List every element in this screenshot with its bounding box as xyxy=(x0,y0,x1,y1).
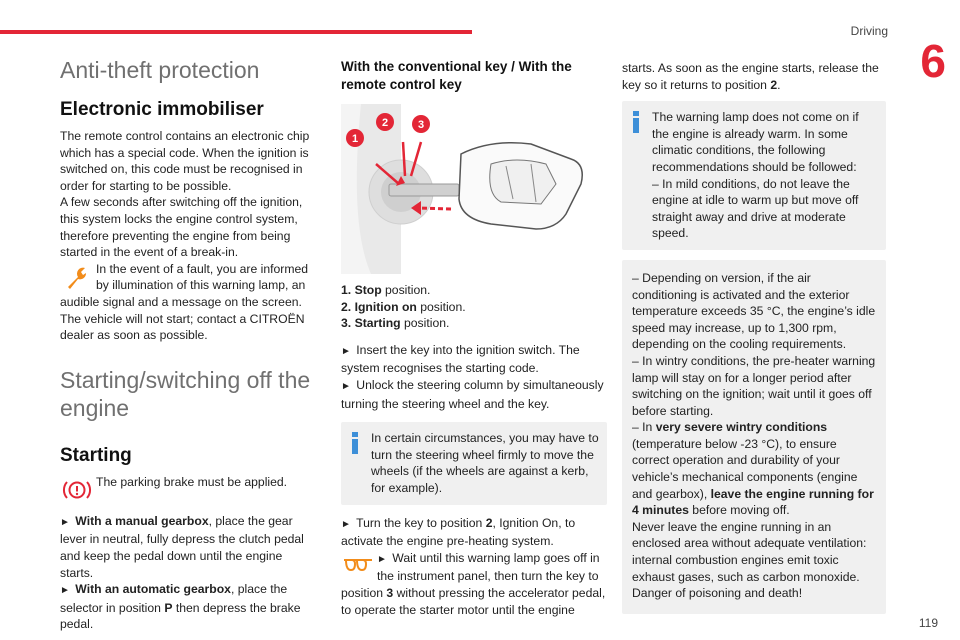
heading-immobiliser: Electronic immobiliser xyxy=(60,99,264,120)
info-icon xyxy=(632,111,640,138)
contact-dealer-para: The vehicle will not start; contact a CITROËN dealer as soon as possible. xyxy=(60,311,305,343)
callout-3-label: 3 xyxy=(417,119,425,131)
column-1 xyxy=(60,50,315,633)
parking-brake-warning-icon xyxy=(60,474,93,507)
immobiliser-para-1: The remote control contains an electronic chip which has a special code. When the ignition is switched on, this code must be recognised in order for starting to be possible. xyxy=(60,129,310,193)
heading-starting-switching: Starting/switching off the engine xyxy=(60,366,311,421)
header-accent-bar xyxy=(0,30,472,34)
parking-brake-block xyxy=(60,474,315,507)
callout-2-label: 2 xyxy=(381,117,389,129)
manual-gearbox-para: ► With a manual gearbox, place the gear lever in neutral, fully depress the clutch pedal and keep the pedal down until the engine starts. xyxy=(60,513,304,580)
heading-starting: Starting xyxy=(60,444,132,466)
page-number: 119 xyxy=(918,616,938,630)
climate-note-severe: – In very severe wintry conditions (temperature below -23 °C), to ensure correct operation and durability of your vehicle’s mechanical components (engine and gearbox), leave the engine running for 4 minutes before moving off. xyxy=(632,420,874,518)
position-item: 3. Starting position. xyxy=(341,316,450,331)
climate-note xyxy=(622,260,886,614)
steering-note-text: In certain circumstances, you may have to turn the steering wheel firmly to move the wheels (if the wheels are against a kerb, for example). xyxy=(371,431,599,495)
preheat-block xyxy=(341,550,607,618)
column-3 xyxy=(622,50,886,614)
fault-block xyxy=(60,261,315,311)
position-item: 2. Ignition on position. xyxy=(341,299,466,314)
step-insert-key: ► Insert the key into the ignition switch. The system recognises the starting code. xyxy=(341,342,580,376)
climate-note-wintry: – In wintry conditions, the pre-heater warning lamp will stay on for a longer period after switching on the ignition; wait until it goes off before starting. xyxy=(632,353,876,418)
release-key-para: starts. As soon as the engine starts, release the key so it returns to position 2. xyxy=(622,61,879,92)
heading-anti-theft: Anti-theft protection xyxy=(60,57,260,83)
warm-engine-note xyxy=(622,101,886,250)
info-icon xyxy=(351,432,359,459)
ignition-key-image xyxy=(341,104,607,274)
steering-note xyxy=(341,422,607,504)
preheat-para: ► Wait until this warning lamp goes off in the instrument panel, then turn the key to position 3 without pressing the accelerator pedal, to operate the starter motor until the engine xyxy=(341,550,606,617)
climate-note-aircon: – Depending on version, if the air conditioning is activated and the exterior temperature exceeds 35 °C, the engine’s idle speed may increase, up to 1,300 rpm, depending on the cooling requirements. xyxy=(632,270,876,352)
header-section-title: Driving xyxy=(850,24,888,38)
fault-para: In the event of a fault, you are informed by illumination of this warning lamp, an audible signal and a message on the screen. xyxy=(60,261,309,309)
step-unlock-steering: ► Unlock the steering column by simultaneously turning the steering wheel and the key. xyxy=(341,377,604,411)
positions-list xyxy=(341,282,607,332)
position-item: 1. Stop position. xyxy=(341,283,431,297)
column-2 xyxy=(341,50,607,618)
ignition-key-illustration xyxy=(341,104,607,274)
preheat-warning-icon xyxy=(341,550,374,583)
heading-key: With the conventional key / With the remote control key xyxy=(341,59,572,92)
parking-brake-para: The parking brake must be applied. xyxy=(96,474,288,489)
immobiliser-para-2: A few seconds after switching off the ignition, this system locks the engine control system, therefore preventing the engine from being started in the event of a break-in. xyxy=(60,195,303,260)
auto-gearbox-para: ► With an automatic gearbox, place the selector in position P then depress the brake pedal. xyxy=(60,582,301,632)
wrench-warning-icon xyxy=(60,261,93,294)
chapter-number: 6 xyxy=(920,35,946,87)
step-turn-key-2: ► Turn the key to position 2, Ignition On, to activate the engine pre-heating system. xyxy=(341,515,576,549)
warm-engine-note-line-1: The warning lamp does not come on if the engine is already warm. In some climatic conditions, the following recommendations should be followed: xyxy=(652,110,859,174)
callout-1-label: 1 xyxy=(351,133,359,145)
warm-engine-note-line-2: – In mild conditions, do not leave the engine at idle to warm up but move off straight away and drive at moderate speed. xyxy=(652,176,859,241)
climate-note-danger: Never leave the engine running in an enclosed area without adequate ventilation: internal combustion engines emit toxic exhaust gases, such as carbon monoxide. Danger of poisoning and death! xyxy=(632,519,867,601)
